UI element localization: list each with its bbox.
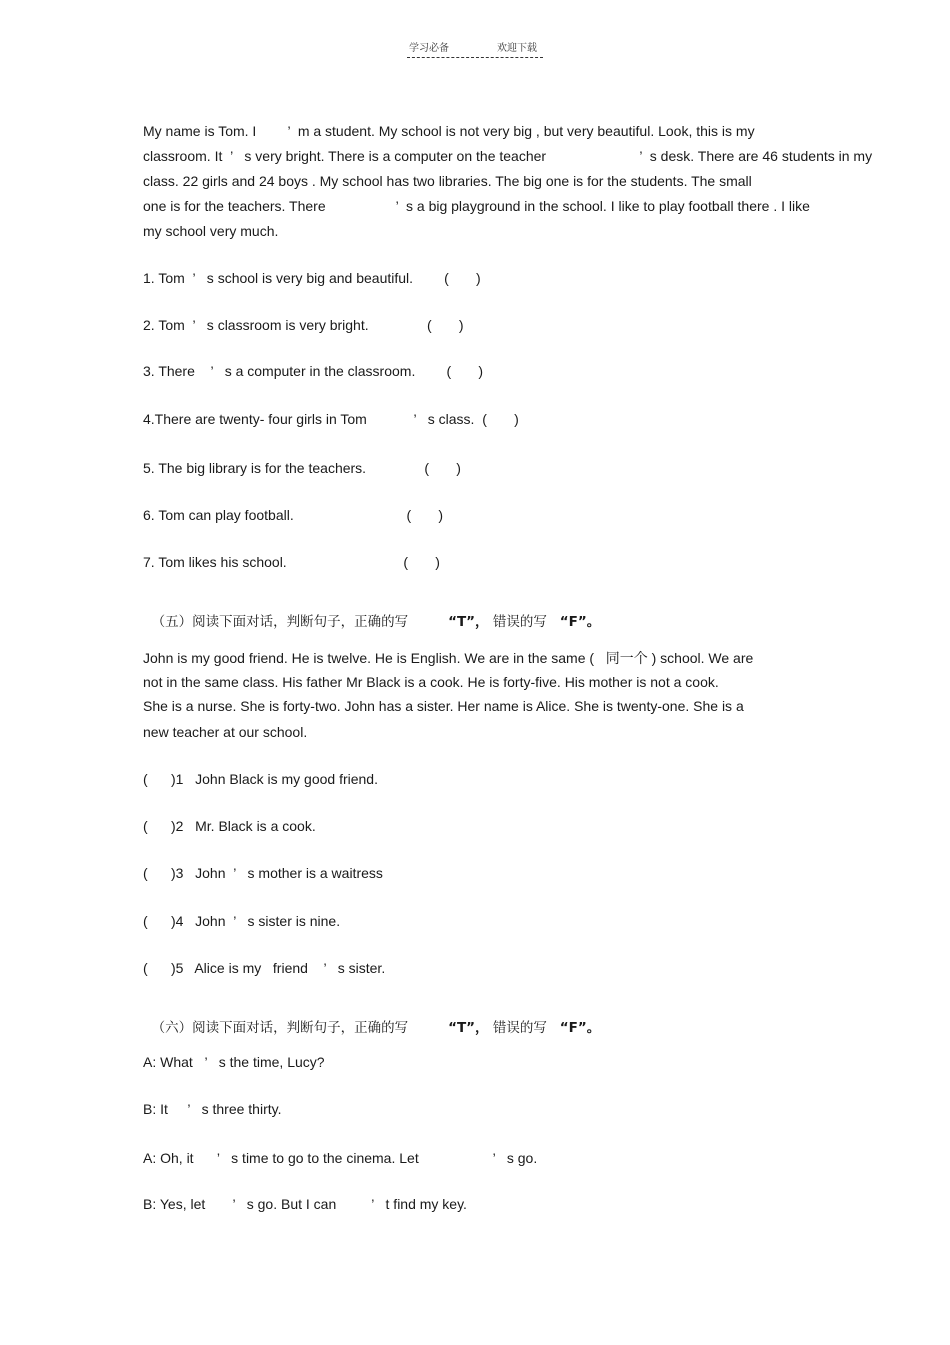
passage1-line: my school very much. [143,223,279,239]
question-item: 5. The big library is for the teachers. ( ) [143,460,461,476]
judge-item: ( )5 Alice is my friend ’ s sister. [143,960,386,976]
question-item: 2. Tom ’ s classroom is very bright. ( ) [143,317,464,333]
section5-t-mark: “T”， [448,614,489,630]
section6-heading [143,1004,600,1036]
section6-t-mark: “T”， [448,1020,489,1036]
judge-item: ( )4 John ’ s sister is nine. [143,913,341,929]
section6-text: （六）阅读下面对话，判断句子，正确的写 [151,1020,409,1036]
section5-heading [143,598,600,630]
dialogue-line: A: What ’ s the time, Lucy? [143,1054,325,1070]
question-item: 1. Tom ’ s school is very big and beautiful. ( ) [143,270,481,286]
passage2-line: not in the same class. His father Mr Black is a cook. He is forty-five. His mother is not a cook. [143,674,719,690]
passage1-line: one is for the teachers. There ’ s a big playground in the school. I like to play football there . I like [143,198,810,214]
section5-mid: 错误的写 [492,614,547,630]
passage1-line: class. 22 girls and 24 boys . My school has two libraries. The big one is for the students. The small [143,173,752,189]
header-right-text: 欢迎下载 [497,43,537,54]
passage1-line: My name is Tom. I ’ m a student. My school is not very big , but very beautiful. Look, this is my [143,123,755,139]
question-item: 6. Tom can play football. ( ) [143,507,444,523]
section6-mid: 错误的写 [492,1020,547,1036]
passage2-line: She is a nurse. She is forty-two. John has a sister. Her name is Alice. She is twenty-one. She is a [143,698,744,714]
passage2-line: John is my good friend. He is twelve. He is English. We are in the same ( 同一个 ) school. We are [143,650,754,666]
passage2-line: new teacher at our school. [143,724,308,740]
question-item: 4.There are twenty- four girls in Tom ’ s class. ( ) [143,411,519,427]
section5-f-mark: “F”。 [559,614,601,630]
section6-f-mark: “F”。 [559,1020,601,1036]
dialogue-line: A: Oh, it ’ s time to go to the cinema. Let ’ s go. [143,1150,538,1166]
judge-item: ( )1 John Black is my good friend. [143,771,378,787]
passage1-line: classroom. It ’ s very bright. There is a computer on the teacher ’ s desk. There are 46 students in my [143,148,873,164]
page-header [407,39,543,58]
question-item: 7. Tom likes his school. ( ) [143,554,440,570]
dialogue-line: B: It ’ s three thirty. [143,1101,282,1117]
header-left-text: 学习必备 [409,43,449,54]
judge-item: ( )2 Mr. Black is a cook. [143,818,316,834]
section5-text: （五）阅读下面对话，判断句子，正确的写 [151,614,409,630]
dialogue-line: B: Yes, let ’ s go. But I can ’ t find my key. [143,1196,467,1212]
judge-item: ( )3 John ’ s mother is a waitress [143,865,383,881]
question-item: 3. There ’ s a computer in the classroom. ( ) [143,363,484,379]
